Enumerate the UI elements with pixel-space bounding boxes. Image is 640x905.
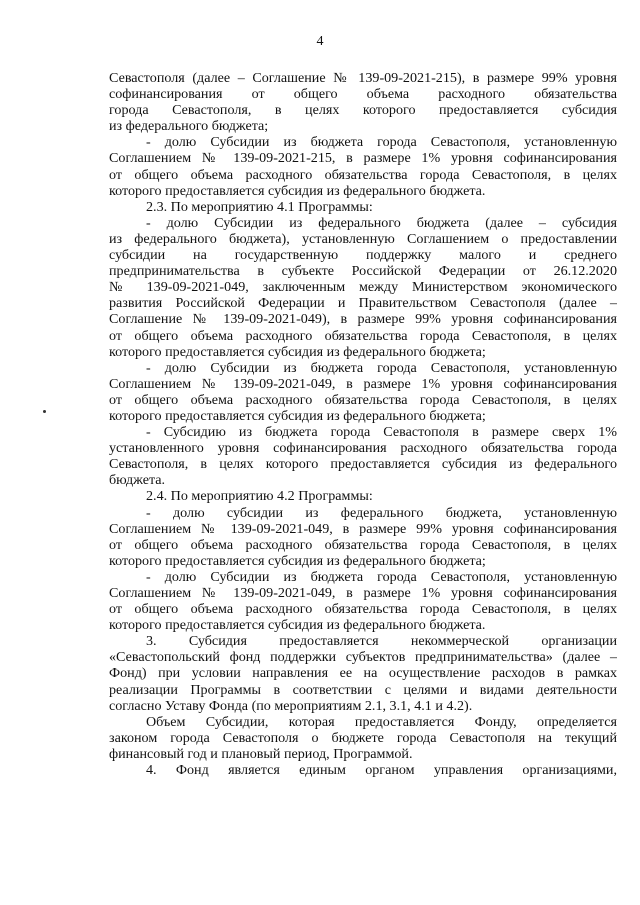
text-line: которого предоставляется субсидия из федерального бюджета; bbox=[109, 343, 486, 360]
text-line: «Севастопольский фонд поддержки субъектов предпринимательства» (далее – bbox=[109, 649, 617, 666]
paragraph bbox=[109, 360, 617, 424]
text-line: реализации Программы в соответствии с целями и видами деятельности bbox=[109, 681, 617, 698]
text-line: города Севастополя, в целях которого предоставляется субсидия bbox=[109, 102, 617, 119]
text-line: Соглашением № 139-09-2021-215, в размере 1% уровня софинансирования bbox=[109, 150, 617, 167]
text-line: - долю Субсидии из бюджета города Севастополя, установленную bbox=[146, 134, 617, 151]
text-line: Объем Субсидии, которая предоставляется Фонду, определяется bbox=[146, 713, 617, 730]
paragraph bbox=[109, 633, 617, 713]
text-line: Севастополя, в целях которого предоставляется субсидия из федерального bbox=[109, 456, 617, 473]
text-line: из федерального бюджета; bbox=[109, 118, 269, 135]
text-line: софинансирования от общего объема расходного обязательства bbox=[109, 86, 617, 103]
paragraph bbox=[109, 714, 617, 762]
text-line: Соглашением № 139-09-2021-049, в размере 99% уровня софинансирования bbox=[109, 520, 617, 537]
paragraph bbox=[109, 70, 617, 134]
paragraph bbox=[109, 569, 617, 633]
text-line: развития Российской Федерации и Правительством Севастополя (далее – bbox=[109, 295, 617, 312]
scan-speck bbox=[43, 410, 46, 413]
paragraph bbox=[109, 134, 617, 198]
text-line: № 139-09-2021-049, заключенным между Министерством экономического bbox=[109, 279, 617, 296]
text-line: которого предоставляется субсидия из федерального бюджета; bbox=[109, 552, 486, 569]
text-line: - Субсидию из бюджета города Севастополя в размере сверх 1% bbox=[146, 424, 617, 441]
text-line: которого предоставляется субсидия из федерального бюджета. bbox=[109, 182, 486, 199]
text-line: 2.3. По мероприятию 4.1 Программы: bbox=[146, 198, 373, 215]
text-line: субсидии на государственную поддержку малого и среднего bbox=[109, 247, 617, 264]
document-body bbox=[109, 70, 617, 778]
text-line: Соглашением № 139-09-2021-049, в размере 1% уровня софинансирования bbox=[109, 585, 617, 601]
text-line: Фонд) при условии направления ее на осуществление расходов в рамках bbox=[109, 665, 617, 682]
text-line: - долю Субсидии из федерального бюджета (далее – субсидия bbox=[146, 214, 617, 231]
text-line: от общего объема расходного обязательства города Севастополя, в целях bbox=[109, 327, 617, 344]
paragraph bbox=[109, 424, 617, 488]
paragraph bbox=[109, 762, 617, 778]
text-line: - долю Субсидии из бюджета города Севастополя, установленную bbox=[146, 568, 617, 585]
text-line: - долю субсидии из федерального бюджета, установленную bbox=[146, 504, 617, 521]
text-line: от общего объема расходного обязательства города Севастополя, в целях bbox=[109, 391, 617, 408]
text-line: бюджета. bbox=[109, 472, 166, 489]
paragraph bbox=[109, 199, 617, 215]
paragraph bbox=[109, 215, 617, 360]
page-number: 4 bbox=[316, 34, 324, 49]
text-line: финансовый год и плановый период, Программой. bbox=[109, 745, 413, 762]
paragraph bbox=[109, 505, 617, 569]
text-line: которого предоставляется субсидия из федерального бюджета; bbox=[109, 407, 486, 424]
text-line: которого предоставляется субсидия из федерального бюджета. bbox=[109, 617, 486, 634]
text-line: 3. Субсидия предоставляется некоммерческой организации bbox=[146, 633, 617, 650]
text-line: Соглашением № 139-09-2021-049, в размере 1% уровня софинансирования bbox=[109, 375, 617, 392]
text-line: согласно Уставу Фонда (по мероприятиям 2.1, 3.1, 4.1 и 4.2). bbox=[109, 697, 473, 714]
text-line: Севастополя (далее – Соглашение № 139-09-2021-215), в размере 99% уровня bbox=[109, 70, 617, 86]
text-line: законом города Севастополя о бюджете города Севастополя на текущий bbox=[109, 729, 617, 746]
paragraph bbox=[109, 488, 617, 504]
text-line: Соглашение № 139-09-2021-049), в размере 99% уровня софинансирования bbox=[109, 311, 617, 328]
text-line: 2.4. По мероприятию 4.2 Программы: bbox=[146, 488, 373, 505]
text-line: от общего объема расходного обязательства города Севастополя, в целях bbox=[109, 601, 617, 618]
text-line: установленного уровня софинансирования расходного обязательства города bbox=[109, 440, 617, 457]
text-line: предпринимательства в субъекте Российской Федерации от 26.12.2020 bbox=[109, 263, 617, 280]
text-line: 4. Фонд является единым органом управления организациями, bbox=[146, 762, 617, 779]
text-line: из федерального бюджета), установленную Соглашением о предоставлении bbox=[109, 230, 617, 247]
text-line: - долю Субсидии из бюджета города Севастополя, установленную bbox=[146, 359, 617, 376]
text-line: от общего объема расходного обязательства города Севастополя, в целях bbox=[109, 166, 617, 183]
text-line: от общего объема расходного обязательства города Севастополя, в целях bbox=[109, 536, 617, 553]
